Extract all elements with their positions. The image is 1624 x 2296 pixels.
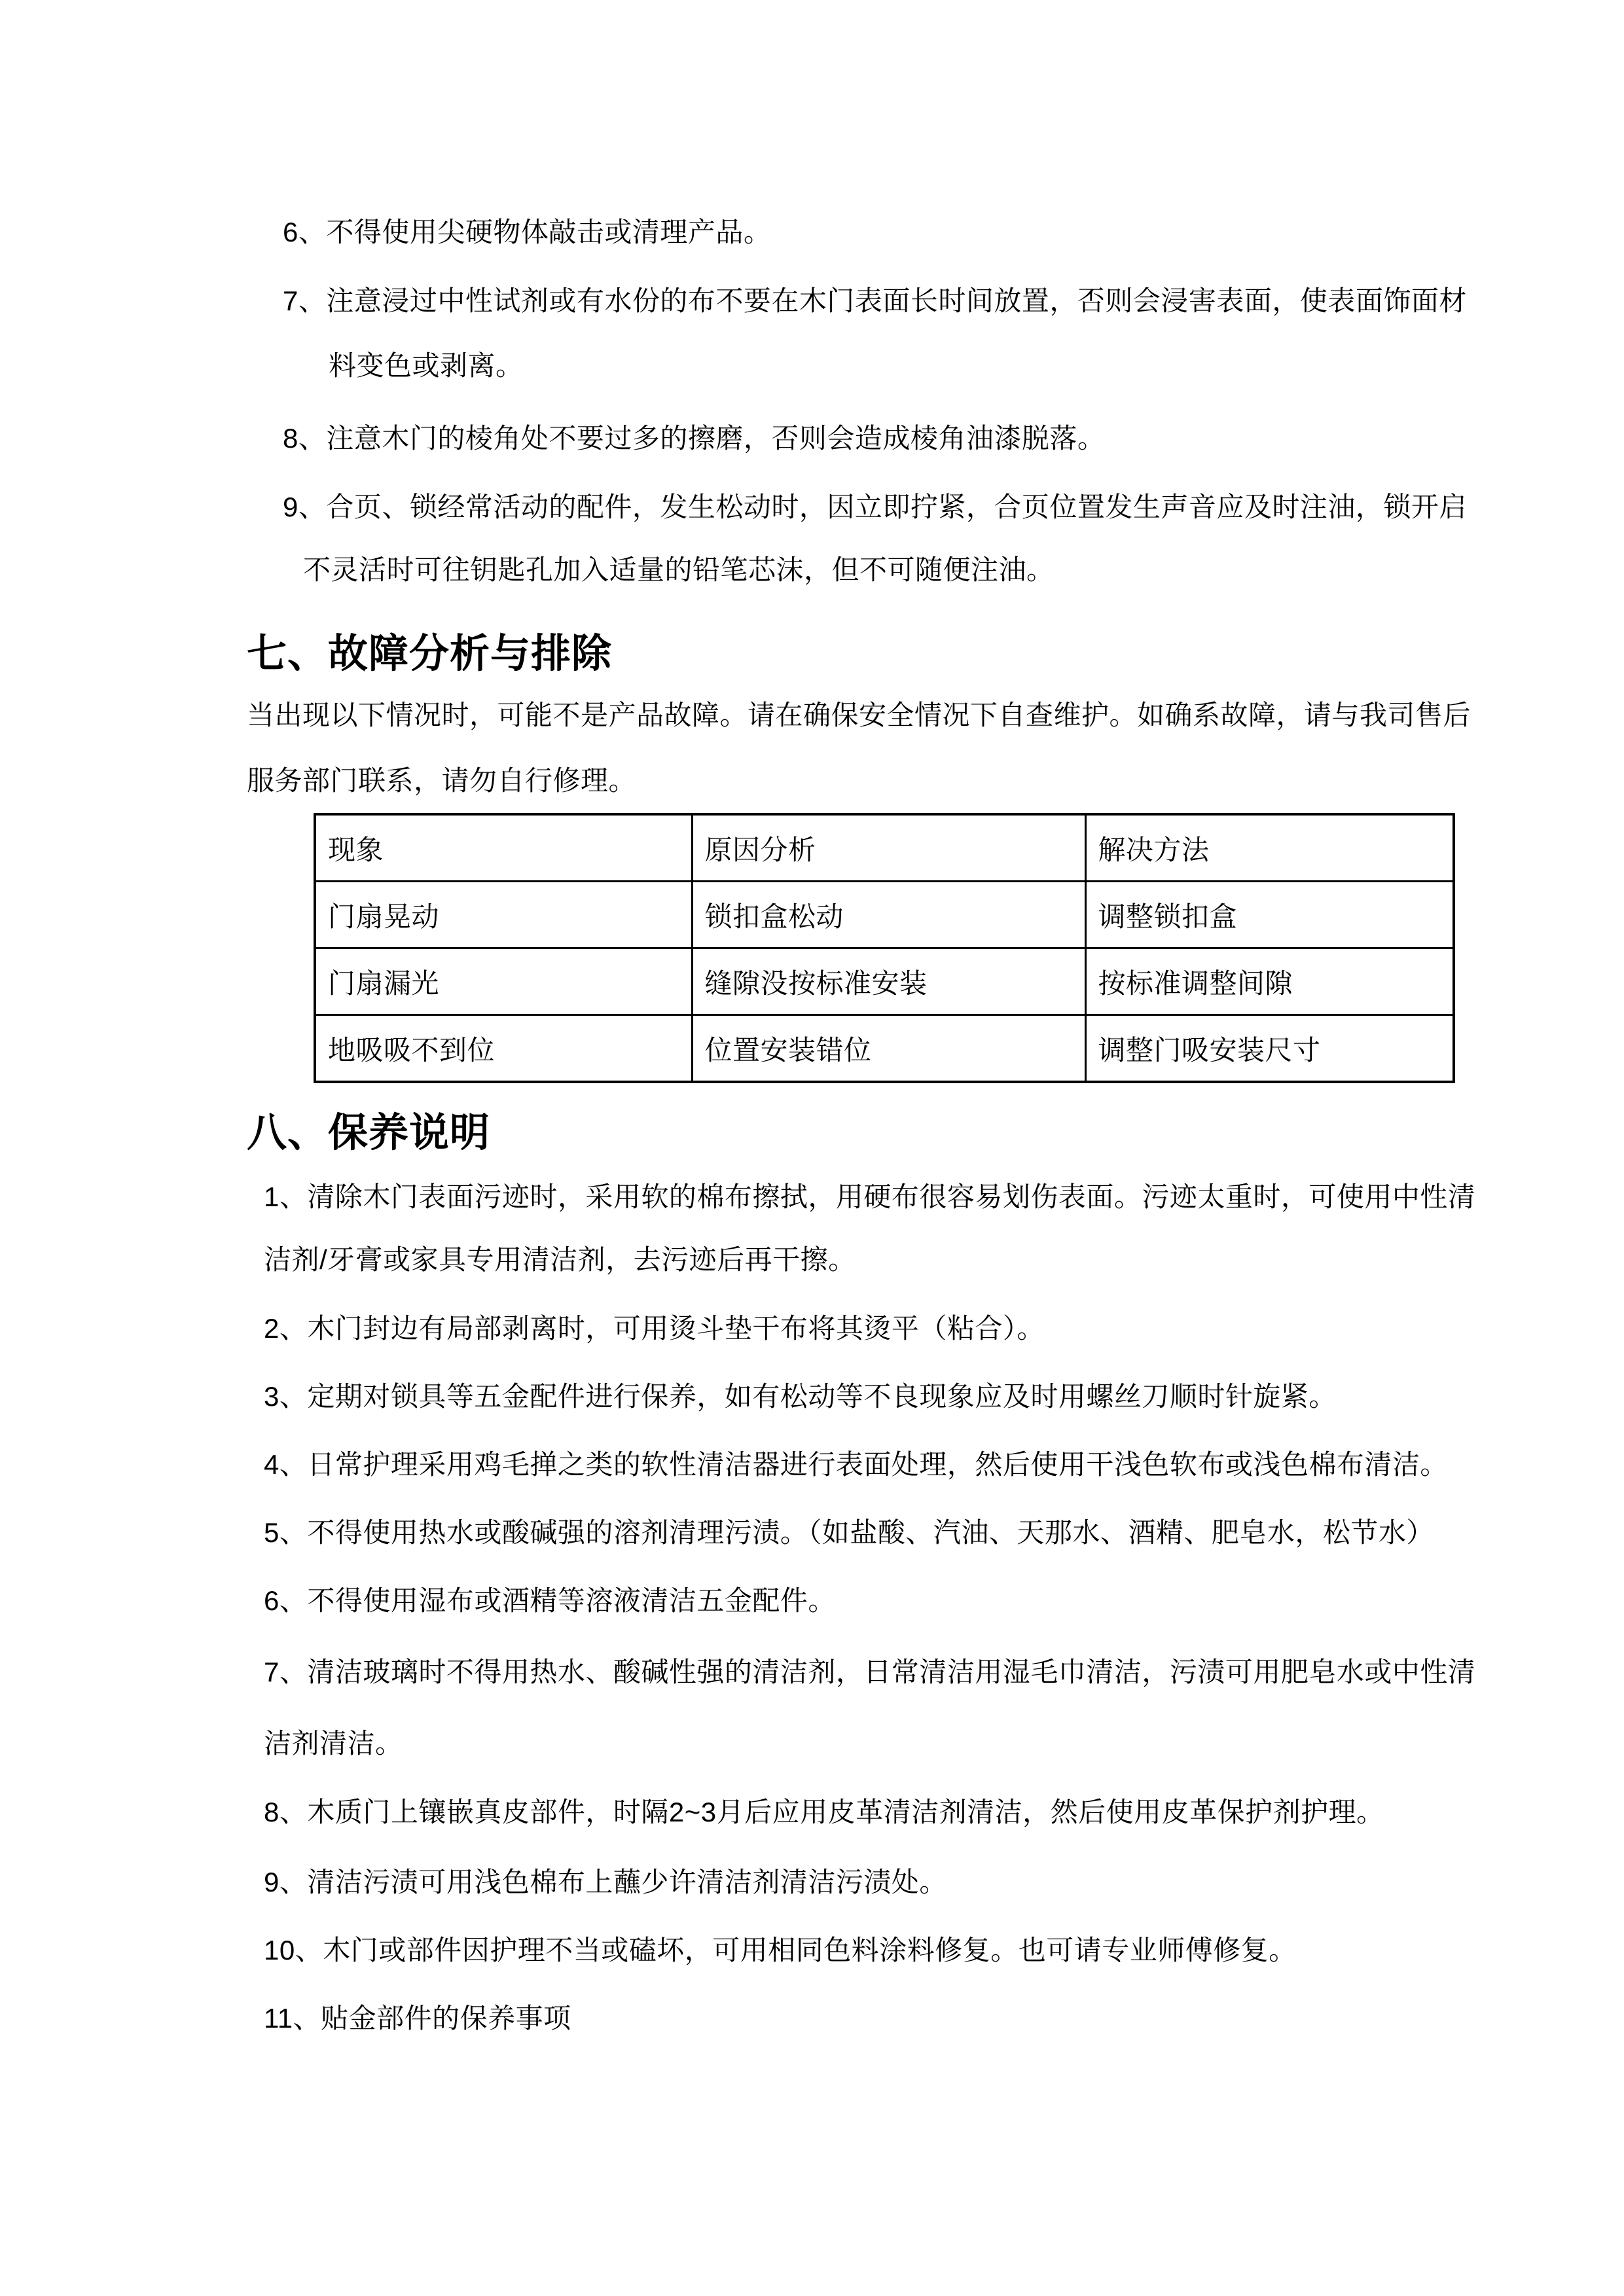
list-item-7-line-2: 料变色或剥离。 bbox=[329, 350, 524, 381]
maintenance-item-3: 3、定期对锁具等五金配件进行保养，如有松动等不良现象应及时用螺丝刀顺时针旋紧。 bbox=[264, 1381, 1337, 1412]
table-cell: 门扇晃动 bbox=[315, 882, 692, 948]
table-cell: 地吸吸不到位 bbox=[315, 1015, 692, 1083]
maintenance-item-7-line-2: 洁剂清洁。 bbox=[264, 1728, 403, 1759]
table-row bbox=[315, 1015, 1454, 1083]
maintenance-item-4: 4、日常护理采用鸡毛掸之类的软性清洁器进行表面处理，然后使用干浅色软布或浅色棉布清洁。 bbox=[264, 1449, 1448, 1480]
maintenance-item-6: 6、不得使用湿布或酒精等溶液清洁五金配件。 bbox=[264, 1585, 836, 1616]
maintenance-item-11: 11、贴金部件的保养事项 bbox=[264, 2003, 571, 2034]
list-item-6-line-1: 6、不得使用尖硬物体敲击或清理产品。 bbox=[283, 217, 772, 247]
maintenance-item-1-line-2: 洁剂/牙膏或家具专用清洁剂，去污迹后再干擦。 bbox=[264, 1244, 856, 1275]
table-cell: 门扇漏光 bbox=[315, 948, 692, 1015]
fault-analysis-table bbox=[314, 813, 1455, 1083]
list-item-7-line-1: 7、注意浸过中性试剂或有水份的布不要在木门表面长时间放置，否则会浸害表面，使表面饰面材 bbox=[283, 285, 1467, 316]
table-header-phenomenon: 现象 bbox=[315, 814, 692, 882]
maintenance-item-1-line-1: 1、清除木门表面污迹时，采用软的棉布擦拭，用硬布很容易划伤表面。污迹太重时，可使用中性清 bbox=[264, 1181, 1476, 1212]
table-cell: 缝隙没按标准安装 bbox=[692, 948, 1085, 1015]
table-cell: 按标准调整间隙 bbox=[1085, 948, 1454, 1015]
table-cell: 调整锁扣盒 bbox=[1085, 882, 1454, 948]
maintenance-item-7-line-1: 7、清洁玻璃时不得用热水、酸碱性强的清洁剂，日常清洁用湿毛巾清洁，污渍可用肥皂水或中性清 bbox=[264, 1657, 1476, 1687]
maintenance-item-2: 2、木门封边有局部剥离时，可用烫斗垫干布将其烫平（粘合）。 bbox=[264, 1313, 1045, 1344]
table-cell: 位置安装错位 bbox=[692, 1015, 1085, 1083]
section-heading-maintenance: 八、保养说明 bbox=[247, 1110, 491, 1155]
section-heading-fault-analysis: 七、故障分析与排除 bbox=[247, 631, 613, 675]
fault-intro-line-2: 服务部门联系，请勿自行修理。 bbox=[247, 765, 637, 796]
table-row bbox=[315, 948, 1454, 1015]
table-cell: 锁扣盒松动 bbox=[692, 882, 1085, 948]
maintenance-item-8: 8、木质门上镶嵌真皮部件，时隔2~3月后应用皮革清洁剂清洁，然后使用皮革保护剂护理。 bbox=[264, 1797, 1384, 1827]
list-item-9-line-1: 9、合页、锁经常活动的配件，发生松动时，因立即拧紧，合页位置发生声音应及时注油，锁开启 bbox=[283, 492, 1467, 522]
maintenance-item-5: 5、不得使用热水或酸碱强的溶剂清理污渍。（如盐酸、汽油、天那水、酒精、肥皂水，松节水） bbox=[264, 1517, 1434, 1548]
table-header-row bbox=[315, 814, 1454, 882]
list-item-9-line-2: 不灵活时可往钥匙孔加入适量的铅笔芯沫，但不可随便注油。 bbox=[303, 554, 1055, 585]
maintenance-item-10: 10、木门或部件因护理不当或磕坏，可用相同色料涂料修复。也可请专业师傅修复。 bbox=[264, 1935, 1297, 1965]
table-cell: 调整门吸安装尺寸 bbox=[1085, 1015, 1454, 1083]
maintenance-item-9: 9、清洁污渍可用浅色棉布上蘸少许清洁剂清洁污渍处。 bbox=[264, 1867, 947, 1897]
table-header-solution: 解决方法 bbox=[1085, 814, 1454, 882]
table-row bbox=[315, 882, 1454, 948]
fault-intro-line-1: 当出现以下情况时，可能不是产品故障。请在确保安全情况下自查维护。如确系故障，请与我司售后 bbox=[247, 700, 1471, 730]
table-header-cause: 原因分析 bbox=[692, 814, 1085, 882]
list-item-8-line-1: 8、注意木门的棱角处不要过多的擦磨，否则会造成棱角油漆脱落。 bbox=[283, 423, 1106, 454]
